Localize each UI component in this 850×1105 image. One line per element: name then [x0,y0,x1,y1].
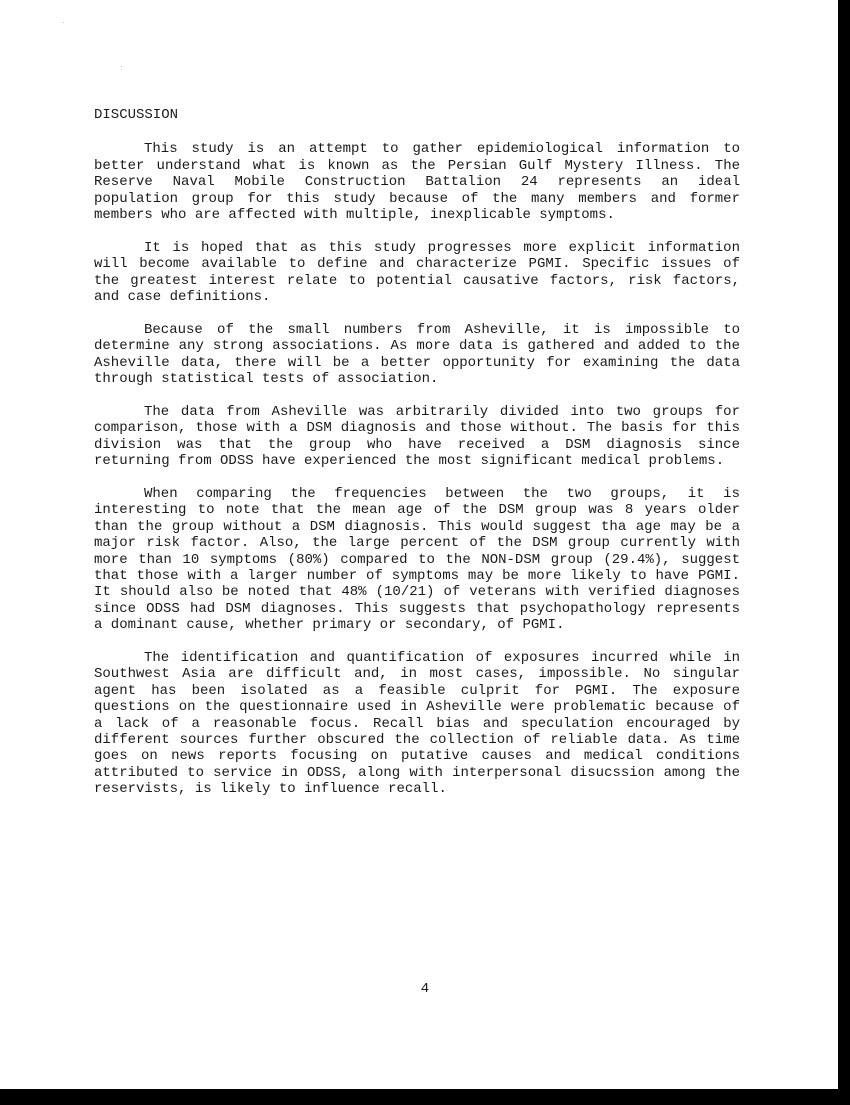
paragraph-6: The identification and quantification of exposures incurred while in Southwest Asia are difficult and, in most cases, impossible. No singular agent has been isolated as a feasible culprit for PGMI. The exposure questions on the questionnaire used in Asheville were problematic because of a lack of a reasonable focus. Recall bias and speculation encouraged by different sources further obscured the collection of reliable data. As time goes on news reports focusing on putative causes and medical conditions attributed to service in ODSS, along with interpersonal disucssion among the reservists, is likely to influence recall. [94,649,740,798]
page-number: 4 [420,981,430,997]
section-heading: DISCUSSION [94,107,179,123]
scan-border-right [838,0,850,1105]
scan-speck [63,22,64,23]
paragraph-4: The data from Asheville was arbitrarily divided into two groups for comparison, those with a DSM diagnosis and those without. The basis for this division was that the group who have received a DSM diagnosis since returning from ODSS have experienced the most significant medical problems. [94,403,740,470]
document-body [94,107,740,814]
paragraph-1: This study is an attempt to gather epidemiological information to better understand what is known as the Persian Gulf Mystery Illness. The Reserve Naval Mobile Construction Battalion 24 represents an ideal population group for this study because of the many members and former members who are affected with multiple, inexplicable symptoms. [94,141,740,224]
scan-border-bottom [0,1089,850,1105]
paragraph-3: Because of the small numbers from Asheville, it is impossible to determine any strong associations. As more data is gathered and added to the Asheville data, there will be a better opportunity for examining the data through statistical tests of association. [94,321,740,388]
scan-speck [121,66,122,67]
paragraph-5: When comparing the frequencies between the two groups, it is interesting to note that the mean age of the DSM group was 8 years older than the group without a DSM diagnosis. This would suggest tha age may be a major risk factor. Also, the large percent of the DSM group currently with more than 10 symptoms (80%) compared to the NON-DSM group (29.4%), suggest that those with a larger number of symptoms may be more likely to have PGMI. It should also be noted that 48% (10/21) of veterans with verified diagnoses since ODSS had DSM diagnoses. This suggests that psychopathology represents a dominant cause, whether primary or secondary, of PGMI. [94,485,740,634]
paragraph-2: It is hoped that as this study progresses more explicit information will become available to define and characterize PGMI. Specific issues of the greatest interest relate to potential causative factors, risk factors, and case definitions. [94,239,740,306]
